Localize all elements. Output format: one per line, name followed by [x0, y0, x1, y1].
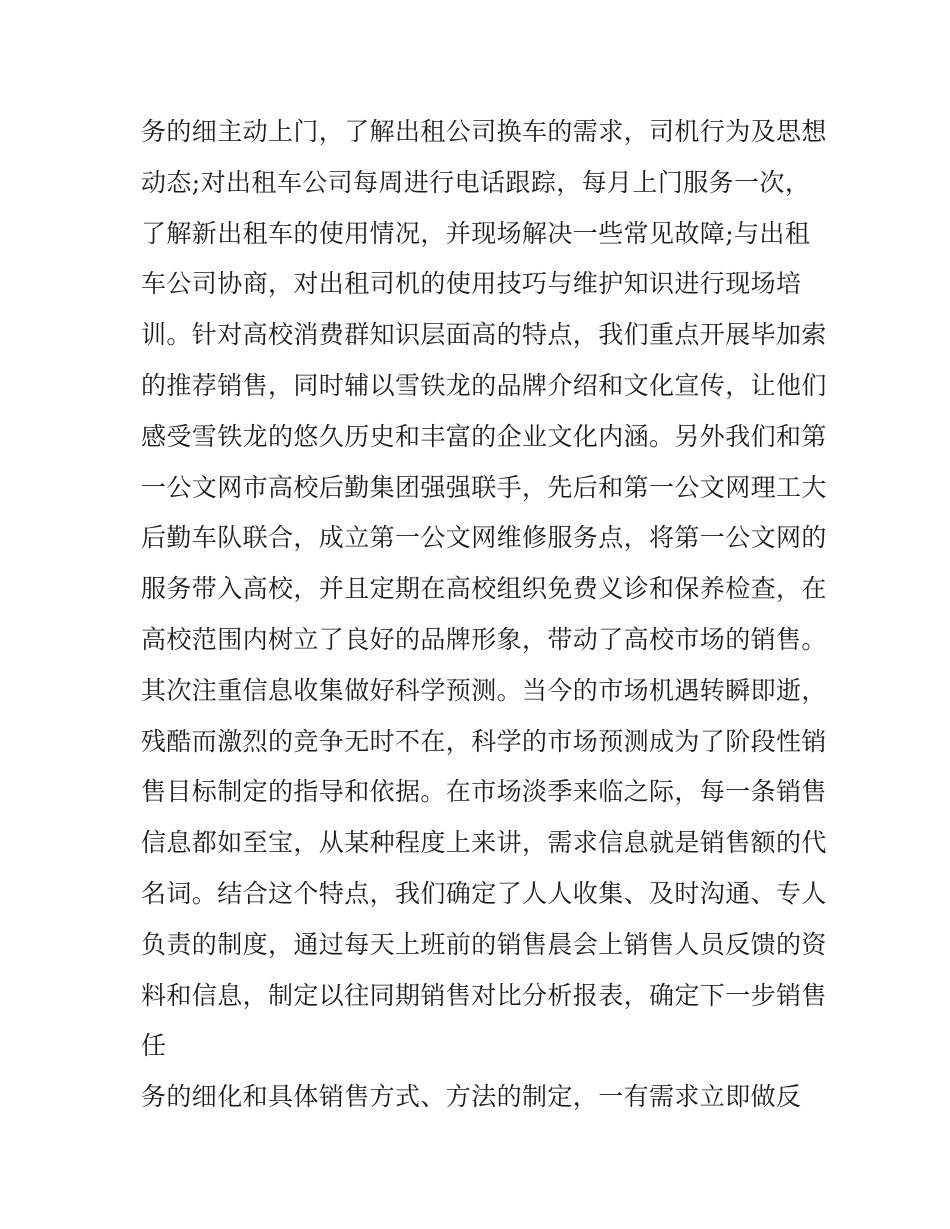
text-line: 负责的制度，通过每天上班前的销售晨会上销售人员反馈的资: [141, 929, 827, 959]
text-line: 信息都如至宝，从某种程度上来讲，需求信息就是销售额的代: [141, 828, 827, 858]
text-line: 了解新出租车的使用情况，并现场解决一些常见故障;与出租: [141, 218, 811, 248]
text-line: 务的细主动上门，了解出租公司换车的需求，司机行为及思想: [141, 117, 827, 146]
text-line: 售目标制定的指导和依据。在市场淡季来临之际，每一条销售: [141, 777, 827, 807]
text-line: 车公司协商，对出租司机的使用技巧与维护知识进行现场培: [141, 269, 802, 299]
text-line: 料和信息，制定以往同期销售对比分析报表，确定下一步销售: [141, 980, 827, 1010]
body-text: [141, 107, 831, 1123]
text-line: 动态;对出租车公司每周进行电话跟踪，每月上门服务一次，: [141, 167, 811, 197]
text-line: 服务带入高校，并且定期在高校组织免费义诊和保养检查，在: [141, 574, 827, 604]
text-line: 感受雪铁龙的悠久历史和丰富的企业文化内涵。另外我们和第: [141, 421, 827, 451]
text-line: 训。针对高校消费群知识层面高的特点，我们重点开展毕加索: [141, 320, 827, 350]
text-line: 名词。结合这个特点，我们确定了人人收集、及时沟通、专人: [141, 878, 827, 908]
text-line: 后勤车队联合，成立第一公文网维修服务点，将第一公文网的: [141, 523, 827, 553]
text-line: 任: [141, 1031, 167, 1061]
text-line: 务的细化和具体销售方式、方法的制定，一有需求立即做反: [141, 1082, 802, 1112]
text-line: 一公文网市高校后勤集团强强联手，先后和第一公文网理工大: [141, 472, 827, 502]
text-line: 的推荐销售，同时辅以雪铁龙的品牌介绍和文化宣传，让他们: [141, 370, 827, 400]
text-line: 残酷而激烈的竞争无时不在，科学的市场预测成为了阶段性销: [141, 726, 827, 756]
text-line: 高校范围内树立了良好的品牌形象，带动了高校市场的销售。: [141, 624, 827, 654]
text-line: 其次注重信息收集做好科学预测。当今的市场机遇转瞬即逝，: [141, 675, 827, 705]
